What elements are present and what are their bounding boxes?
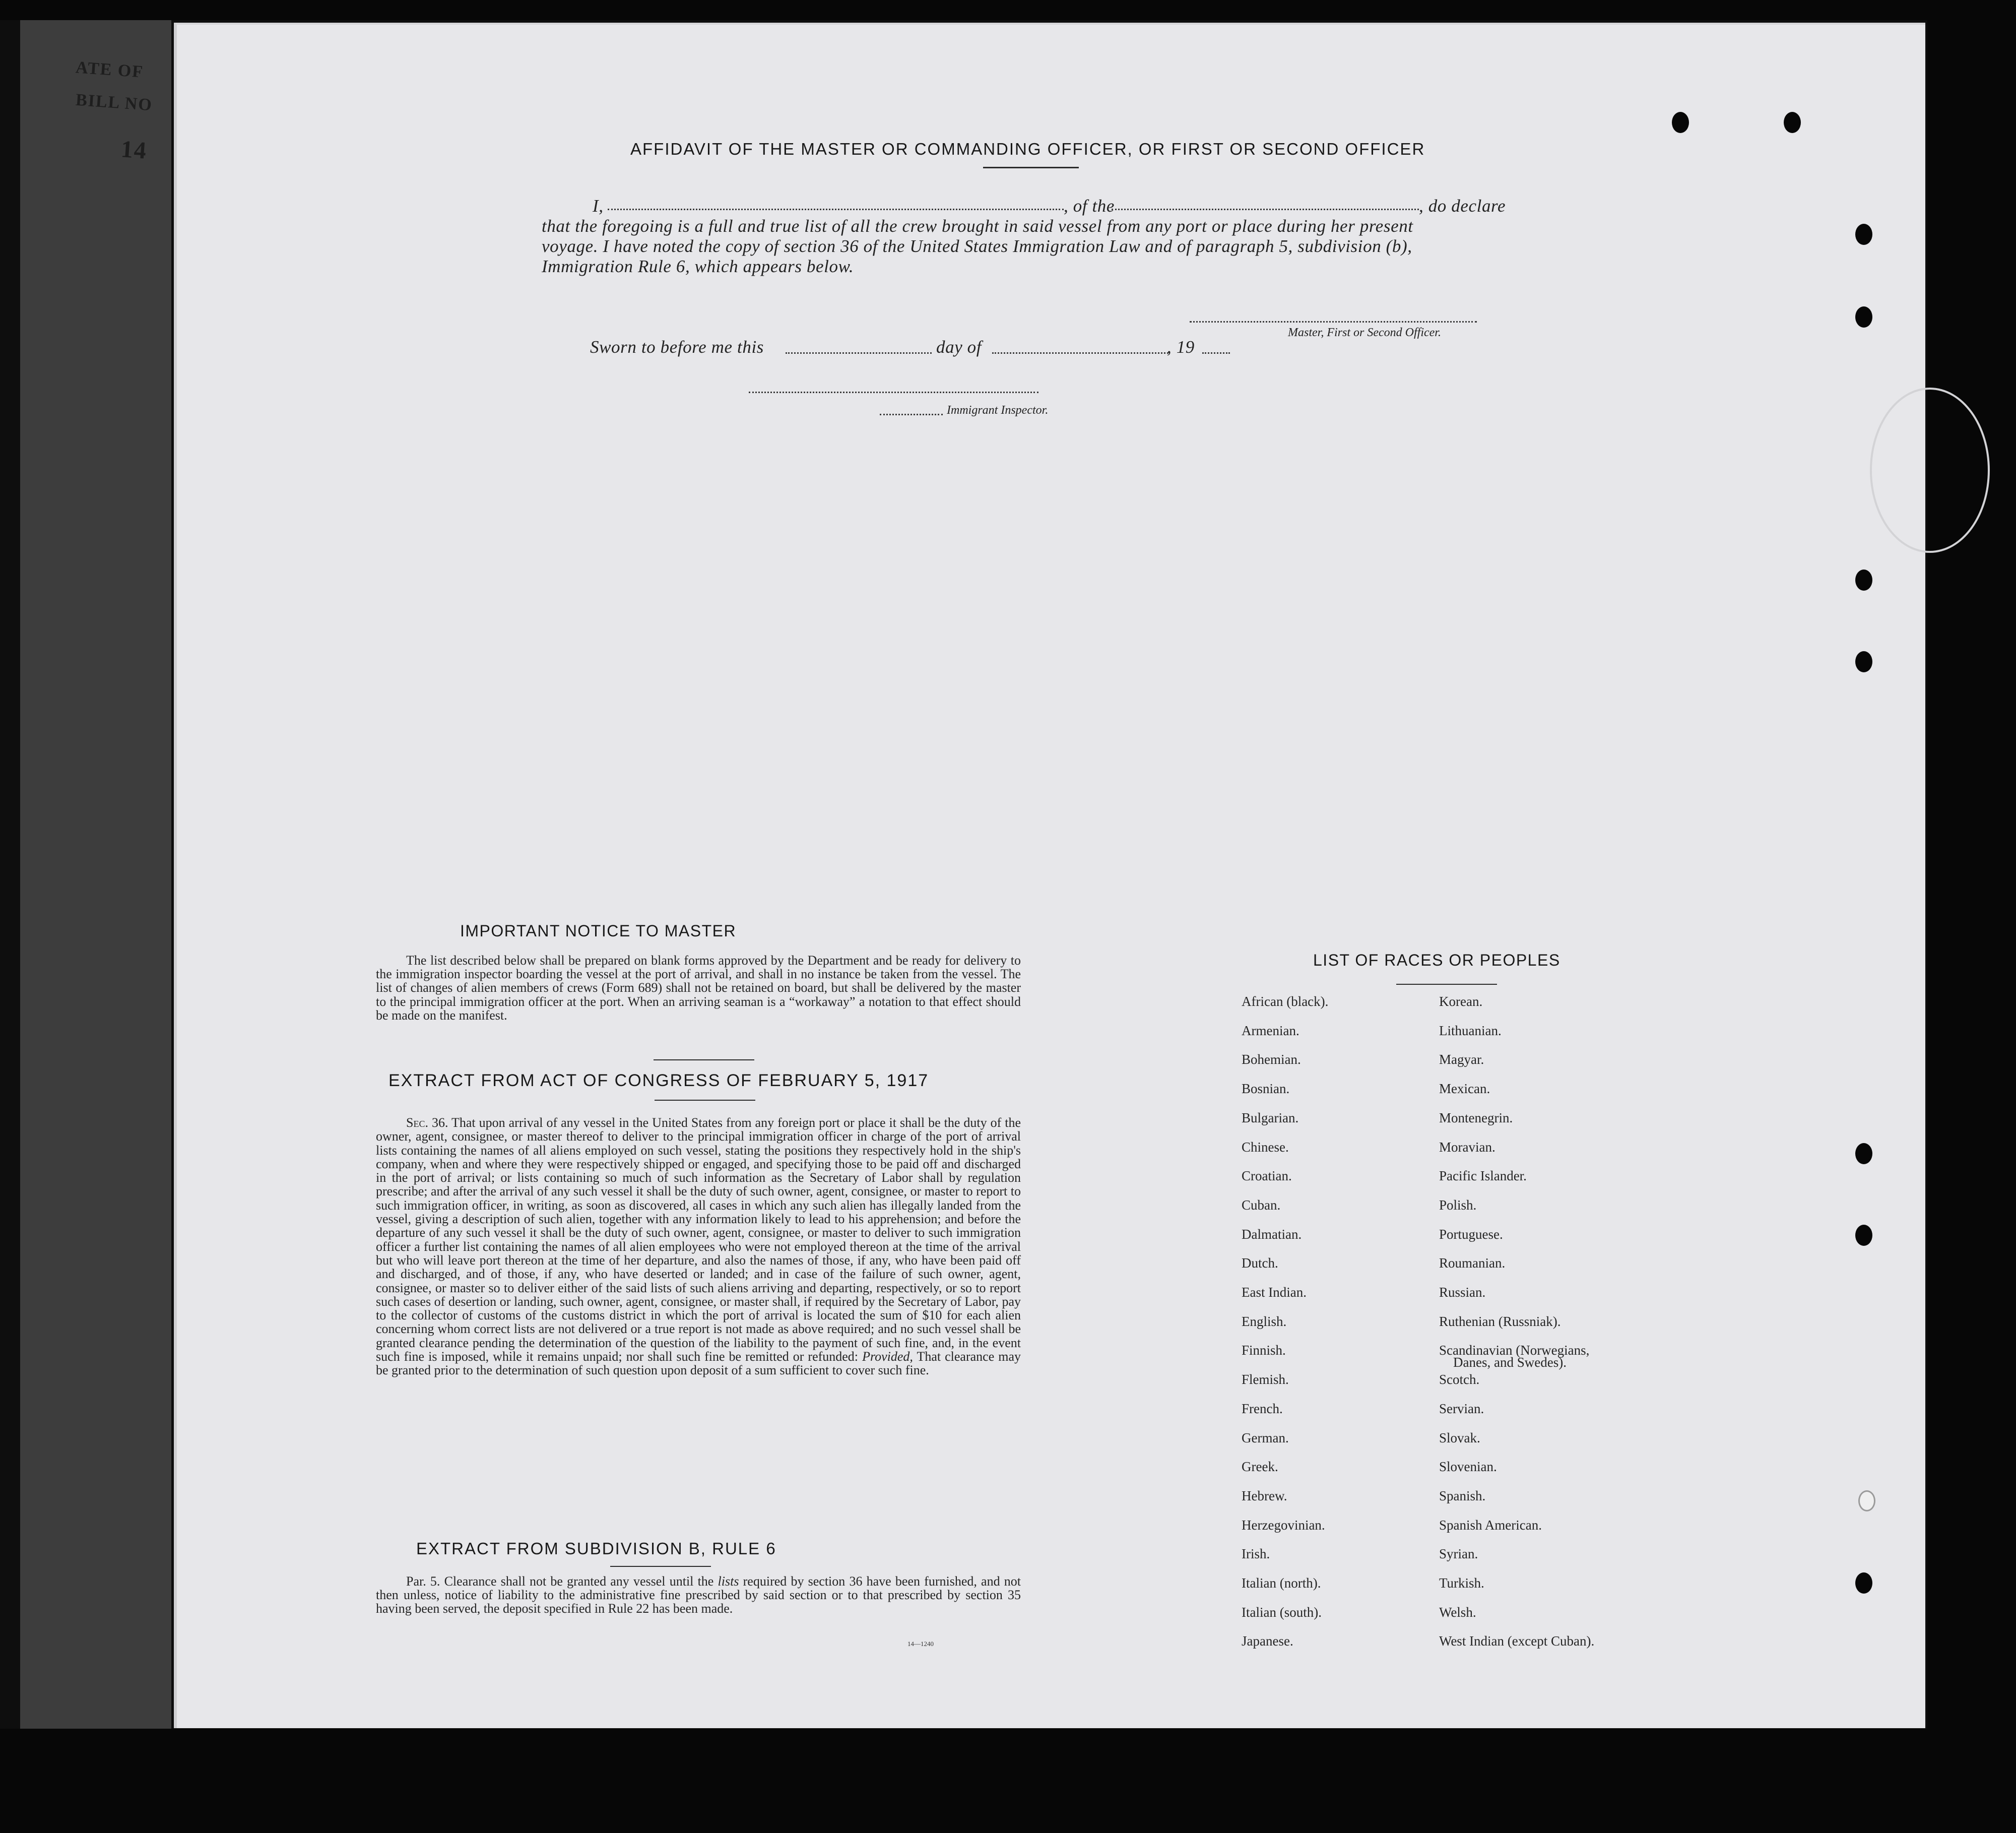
provided-label: Provided, [862,1349,913,1364]
punch-hole-1 [1672,112,1689,133]
race-item: Slovak. [1439,1430,1480,1445]
race-item: African (black). [1242,994,1329,1009]
sworn-text-mid: day of [936,337,982,357]
race-item: Servian. [1439,1401,1484,1416]
affidavit-line-4: Immigration Rule 6, which appears below. [542,257,854,276]
lists-word: lists [718,1574,739,1589]
scan-border-top [0,0,2016,20]
race-item: West Indian (except Cuban). [1439,1633,1595,1649]
inspector-caption-lead [880,414,943,415]
race-item: Russian. [1439,1285,1486,1300]
sworn-text-end: , 19 [1167,337,1195,357]
vessel-name-field[interactable] [1112,209,1419,210]
race-item: Spanish American. [1439,1517,1542,1533]
race-item: Roumanian. [1439,1255,1506,1271]
races-right-column [1439,994,1681,1699]
punch-hole-6 [1855,651,1872,672]
faint-seal-stamp [1870,388,1990,553]
race-item: Lithuanian. [1439,1023,1502,1038]
act-extract-text-end: That clearance may be granted prior to the determination of such question upon deposit of a sum sufficient to cover such fine. [376,1349,1021,1378]
race-item: Croatian. [1242,1168,1292,1184]
race-item: Italian (north). [1242,1575,1321,1591]
race-item: Syrian. [1439,1546,1478,1562]
race-item: Turkish. [1439,1575,1484,1591]
notice-body: The list described below shall be prepared on blank forms approved by the Department and be ready for delivery to the immigration inspector boarding the vessel at the port of arrival, and shall in no instance be taken from the vessel. The list of changes of alien members of crews (Form 689) shall not be retained on board, but shall be delivered by the master to the principal immigration officer at the port. When an arriving seaman is a “workaway” a notation to that effect should be made on the manifest. [376,953,1021,1023]
race-item: Bulgarian. [1242,1110,1299,1125]
race-item: Ruthenian (Russniak). [1439,1313,1561,1329]
race-item: Spanish. [1439,1488,1486,1503]
races-title: LIST OF RACES OR PEOPLES [1313,951,1560,969]
section-label: Sec. 36. [406,1115,448,1130]
race-item: Hebrew. [1242,1488,1287,1503]
punch-hole-9 [1858,1490,1875,1511]
punch-hole-10 [1855,1572,1872,1594]
race-item: Cuban. [1242,1197,1281,1213]
affidavit-line-2: that the foregoing is a full and true list of all the crew brought in said vessel from any port or place during her present [542,216,1413,236]
scan-border-bottom [0,1729,2016,1833]
declarant-name-field[interactable] [608,209,1064,210]
punch-hole-8 [1855,1225,1872,1246]
act-extract-text: That upon arrival of any vessel in the United States from any foreign port or place it shall be the duty of the owner, agent, consignee, or master thereof to deliver to the principal immigration officer in charge of the port of arrival lists containing the names of all aliens employed on such vessel, stating the positions they respectively hold in the ship's company, when and where they were respectively shipped or engaged, and specifying those to be paid off and discharged in the port of arrival; or lists containing so much of such information as the Secretary of Labor shall by regulation prescribe; and after the arrival of any such vessel it shall be the duty of such owner, agent, consignee, or master to report to such immigration officer, in writing, as soon as discovered, all cases in which any such alien has illegally landed from the vessel, giving a description of such alien, together with any information likely to lead to his apprehension; and before the departure of any such vessel it shall be the duty of such owner, agent, consignee, or master to deliver to such immigration officer a further list containing the names of all alien employees who were not employed thereon at the time of the arrival but who will leave port thereon at the time of her departure, and also the names of those, if any, who have been paid off and discharged, and of those, if any, who have deserted or landed; and in case of the failure of such owner, agent, consignee, or master so to deliver either of the said lists of such aliens arriving and departing, respectively, or so to report such cases of desertion or landing, such owner, agent, consignee, or master shall, if required by the Secretary of Labor, pay to the collector of customs of the customs district in which the port of arrival is located the sum of $10 for each alien concerning whom correct lists are not delivered or a true report is not made as above required; and no such vessel shall be granted clearance pending the determination of the question of the liability to the payment of such fine, and, in the event such fine is imposed, while it remains unpaid; nor shall such fine be remitted or refunded: [376,1115,1021,1364]
notice-title: IMPORTANT NOTICE TO MASTER [460,922,737,940]
race-item: Slovenian. [1439,1459,1497,1475]
inspector-signature-line[interactable] [749,392,1038,393]
race-item: Bohemian. [1242,1052,1301,1067]
affidavit-title: AFFIDAVIT OF THE MASTER OR COMMANDING OFFICER, OR FIRST OR SECOND OFFICER [630,140,1425,158]
notice-rule [654,1059,754,1060]
races-rule [1396,984,1497,985]
race-item: Polish. [1439,1197,1477,1213]
race-item: Moravian. [1439,1139,1495,1155]
race-item: Dutch. [1242,1255,1278,1271]
race-item-continuation: Danes, and Swedes). [1453,1355,1567,1370]
affidavit-line-1-mid: , of the [1064,196,1115,216]
rule-extract-rule [610,1566,711,1567]
race-item: Finnish. [1242,1343,1286,1358]
race-item: German. [1242,1430,1289,1445]
race-item: Flemish. [1242,1372,1289,1387]
master-signature-caption: Master, First or Second Officer. [1288,326,1441,339]
sworn-text-start: Sworn to before me this [590,337,764,357]
race-item: Korean. [1439,994,1483,1009]
act-extract-rule [655,1100,755,1101]
rule-extract-text: Par. 5. Clearance shall not be granted any vessel until the [406,1574,714,1589]
race-item: Magyar. [1439,1052,1484,1067]
form-number: 14—1240 [907,1640,934,1648]
affidavit-title-rule [983,167,1079,168]
race-item: Chinese. [1242,1139,1289,1155]
adjacent-page-text-1: ATE OF [75,58,145,82]
punch-hole-4 [1855,306,1872,328]
race-item: East Indian. [1242,1285,1307,1300]
race-item: Portuguese. [1439,1226,1503,1242]
document-page [174,23,1925,1728]
race-item: Greek. [1242,1459,1278,1475]
sworn-month-field[interactable] [992,352,1168,354]
rule-extract-text-end: required by section 36 have been furnished, and not then unless, notice of liability to the administrative fine prescribed by said section or to that prescribed by section 35 having been served, the deposit specified in Rule 22 has been made. [376,1574,1021,1616]
race-item: Montenegrin. [1439,1110,1513,1125]
adjacent-page-text-2: BILL NO [75,90,154,115]
punch-hole-3 [1855,224,1872,245]
act-extract-title: EXTRACT FROM ACT OF CONGRESS OF FEBRUARY 5, 1917 [388,1071,929,1090]
rule-extract-title: EXTRACT FROM SUBDIVISION B, RULE 6 [416,1539,776,1558]
adjacent-page-strip [20,20,171,1729]
race-item: Bosnian. [1242,1081,1290,1097]
race-item: Japanese. [1242,1633,1293,1649]
affidavit-line-1-end: , do declare [1419,196,1506,216]
act-extract-body [376,1116,1021,1377]
race-item: Pacific Islander. [1439,1168,1527,1184]
master-signature-line[interactable] [1190,321,1477,323]
race-item: Italian (south). [1242,1604,1322,1620]
sworn-day-field[interactable] [786,352,932,354]
race-item: Herzegovinian. [1242,1517,1325,1533]
race-item: Armenian. [1242,1023,1299,1038]
punch-hole-7 [1855,1143,1872,1164]
affidavit-line-1-start: I, [593,196,604,216]
race-item: Scandinavian (Norwegians, [1439,1343,1590,1358]
scan-border-right [1927,0,2016,1833]
punch-hole-2 [1784,112,1801,133]
race-item: Welsh. [1439,1604,1476,1620]
race-item: Mexican. [1439,1081,1490,1097]
race-item: Dalmatian. [1242,1226,1302,1242]
sworn-year-field[interactable] [1202,352,1230,354]
race-item: French. [1242,1401,1283,1416]
inspector-signature-caption: Immigrant Inspector. [947,404,1049,417]
affidavit-line-3: voyage. I have noted the copy of section 36 of the United States Immigration Law and of paragraph 5, subdivision (b), [542,236,1412,256]
race-item: English. [1242,1313,1287,1329]
races-left-column [1242,994,1403,1699]
race-item: Scotch. [1439,1372,1480,1387]
punch-hole-5 [1855,570,1872,591]
race-item: Irish. [1242,1546,1270,1562]
rule-extract-body [376,1574,1021,1616]
adjacent-page-text-3: 14 [120,136,148,164]
